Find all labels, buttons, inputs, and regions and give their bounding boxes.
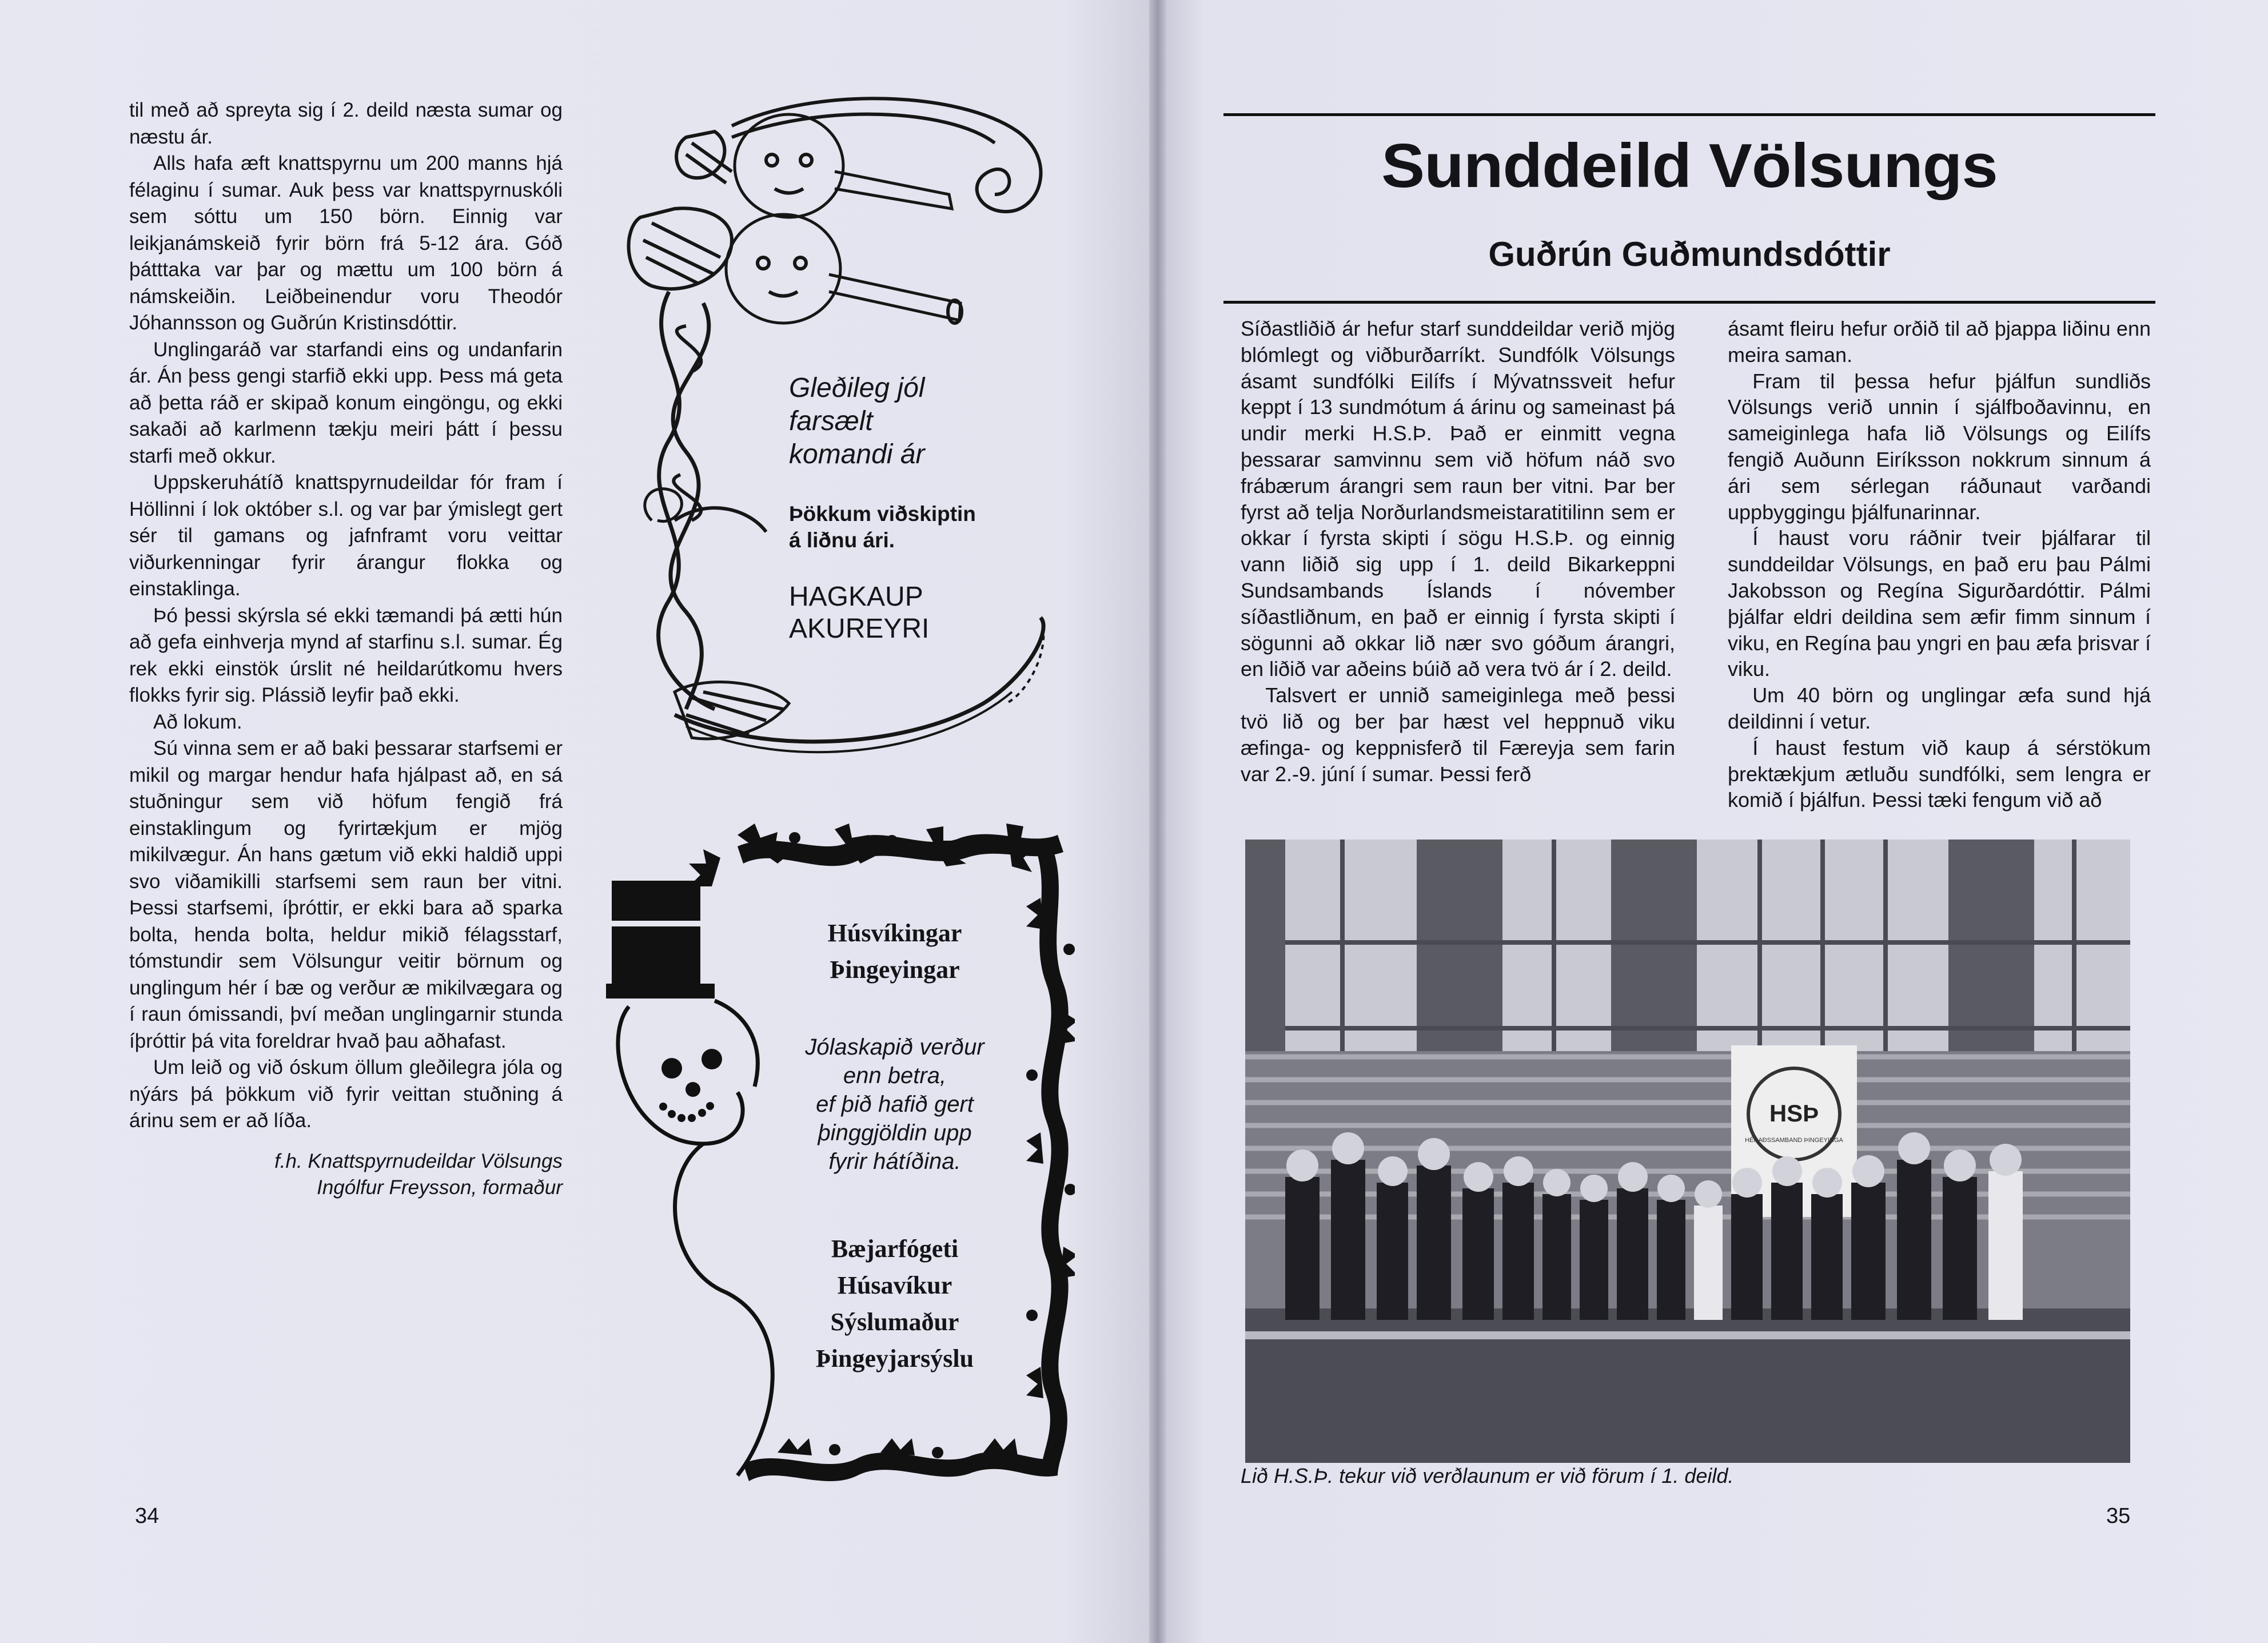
page-number: 34 — [135, 1504, 160, 1528]
signature-line: f.h. Knattspyrnudeildar Völsungs — [274, 1149, 563, 1172]
paragraph: ásamt fleiru hefur orðið til að þjappa liðinu enn meira saman. — [1728, 317, 2151, 367]
hagkaup-advertisement — [617, 86, 1081, 789]
paragraph: Þó þessi skýrsla sé ekki tæmandi þá ætti hún að gefa einhverja mynd af starfinu s.l. sumar. Ég rek ekki einstök úrslit né heildarútkomu hvers flokks fyrir sig. Plássið leyfir það ekki. — [129, 604, 563, 706]
ad-message-line: þinggjöldin upp — [818, 1120, 972, 1145]
ad-thanks — [789, 501, 1052, 554]
headline-rule-bottom — [1223, 301, 2155, 304]
ad-greeting — [789, 372, 1052, 471]
ad-thanks-line: á liðnu ári. — [789, 528, 895, 552]
paragraph: Uppskeruhátíð knattspyrnudeildar fór fram í Höllinni í lok október s.l. og var þar ýmislegt gert sér til gamans og jafnframt voru veittar viðurkenningar fyrir árangur flokka og einstaklinga. — [129, 471, 563, 600]
signature — [129, 1148, 563, 1202]
ad-authority-line: Húsavíkur — [837, 1271, 952, 1299]
right-article-column-2 — [1728, 316, 2151, 813]
left-article-column — [129, 97, 563, 1202]
photo-caption: Lið H.S.Þ. tekur við verðlaunum er við förum í 1. deild. — [1241, 1464, 1734, 1487]
top-hat-icon — [612, 881, 700, 989]
ad-message-line: fyrir hátíðina. — [828, 1149, 961, 1174]
paragraph: Talsvert er unnið sameiginlega með þessi tvö lið og ber þar hæst vel heppnuð viku æfinga- og keppnisferð til Færeyja sem farin var 2.-9. júní í sumar. Þessi ferð — [1241, 683, 1675, 786]
paragraph: Alls hafa æft knattspyrnu um 200 manns hjá félaginu í sumar. Auk þess var knattspyrnuskóli sem sóttu um 150 börn. Einnig var leikjanámskeið fyrir börn frá 5-12 ára. Góð þátttaka var þar og mættu um 100 börn á námskeiðin. Leiðbeinendur voru Theodór Jóhannsson og Guðrún Kristinsdóttir. — [129, 152, 563, 334]
ad-audience — [760, 915, 1029, 988]
page-number: 35 — [2106, 1504, 2131, 1528]
paragraph: Sú vinna sem er að baki þessarar starfsemi er mikil og margar hendur hafa hjálpast að, en sá stuðningur sem við höfum fengið frá einstaklingum og fyrirtækjum er mjög mikilvægur. Án hans gætum við ekki haldið uppi svo viðamikilli starfsemi sem raun ber vitni. Þessi starfsemi, íþróttir, er ekki bara að sparka bolta, henda bolta, heldur mikið félagsstarf, tómstundir sem Völsungur veitir börnum og unglingum hér í bæ og verður æ mikilvægara og í raun ómissandi, því meðan unglingarnir stunda íþróttir þá vita foreldrar hvað þau aðhafast. — [129, 737, 563, 1052]
ad-greeting-line: komandi ár — [789, 439, 925, 470]
ad-authority-line: Þingeyjarsýslu — [815, 1344, 974, 1373]
ad-audience-line: Húsvíkingar — [827, 919, 962, 947]
snowman-eye-icon — [701, 1049, 722, 1069]
ad-message-line: ef þið hafið gert — [816, 1092, 974, 1117]
banner-text: HSÞ — [1769, 1100, 1819, 1127]
team-photo — [1245, 840, 2130, 1463]
ad-message-line: enn betra, — [843, 1063, 947, 1088]
paragraph: til með að spreyta sig í 2. deild næsta sumar og næstu ár. — [129, 99, 563, 148]
snowman-eye-icon — [661, 1058, 682, 1079]
ad-audience-line: Þingeyingar — [830, 956, 960, 984]
article-headline: Sunddeild Völsungs — [1381, 132, 1998, 201]
paragraph: Um 40 börn og unglingar æfa sund hjá deildinni í vetur. — [1728, 683, 2151, 733]
right-article-column-1 — [1241, 316, 1675, 787]
ad-authority — [760, 1231, 1029, 1377]
ad-authority-line: Sýslumaður — [830, 1308, 959, 1336]
paragraph: Fram til þessa hefur þjálfun sundliðs Völsungs verið unnin í sjálfboðavinnu, en sameiginlega hafa lið Völsungs og Eilífs fengið Auðunn Eiríksson nokkrum sinnum á ári sem sérlegan ráðunaut varðandi uppbyggingu þjálfunarinnar. — [1728, 369, 2151, 524]
ad-company-line: HAGKAUP — [789, 582, 923, 612]
team-photo-scene — [1245, 840, 2130, 1463]
ad-company-line: AKUREYRI — [789, 614, 930, 644]
ad-greeting-line: farsælt — [789, 406, 873, 436]
paragraph: Í haust festum við kaup á sérstökum þrektækjum ætluðu sundfólki, sem lengra er komið í þjálfun. Þessi tæki fengum við að — [1728, 735, 2151, 812]
banner-subtext: HÉRAÐSSAMBAND ÞINGEYINGA — [1745, 1137, 1843, 1144]
baejarfogeti-advertisement — [606, 824, 1075, 1498]
ad-greeting-line: Gleðileg jól — [789, 373, 925, 403]
headline-rule-top — [1223, 113, 2155, 116]
paragraph: Síðastliðið ár hefur starf sunddeildar verið mjög blómlegt og viðburðarríkt. Sundfólk Völsungs ásamt sundfólki Eilífs í Mývatnssveit hefur keppt í 13 sundmótum á árinu og sameinast þá undir merki H.S.Þ. Það er einmitt vegna þessarar samvinnu sem við höfum náð svo frábærum árangri sem raun ber vitni. Þar ber fyrst að telja Norðurlandsmeistaratitilinn sem er okkar í fyrsta skipti í sögu H.S.Þ. og einnig vann liðið sig upp í 1. deild Bikarkeppni Sundsambands Íslands í nóvember síðastliðnum, en það er einnig í fyrsta skipti í sögunni að okkar lið nær svo góðum árangri, en liðið var aðeins búið að vera tvö ár í 2. deild. — [1241, 317, 1675, 681]
paragraph: Í haust voru ráðnir tveir þjálfarar til sunddeildar Völsungs, en það eru þau Pálmi Jakobsson og Regína Sigurðardóttir. Pálmi þjálfar eldri deildina sem æfir fimm sinnum í viku, en Regína þau yngri en þau æfa þrisvar í viku. — [1728, 526, 2151, 681]
ad-message-line: Jólaskapið verður — [805, 1035, 984, 1060]
signature-line: Ingólfur Freysson, formaður — [317, 1176, 563, 1199]
ad-thanks-line: Þökkum viðskiptin — [789, 502, 976, 526]
paragraph: Unglingaráð var starfandi eins og undanfarin ár. Án þess gengi starfið ekki upp. Þess má geta að þetta ráð er skipað konum eingöngu, og ekki sakaði að karlmenn tækju meiri þátt í þessu starfi með okkur. — [129, 338, 563, 467]
book-gutter — [1149, 0, 1166, 1643]
paragraph: Um leið og við óskum öllum gleðilegra jóla og nýárs þá þökkum við fyrir veittan stuðning á árinu sem er að líða. — [129, 1056, 563, 1132]
paragraph: Að lokum. — [153, 710, 242, 733]
ad-authority-line: Bæjarfógeti — [831, 1235, 959, 1263]
article-byline: Guðrún Guðmundsdóttir — [1488, 235, 1891, 273]
ad-company-name — [789, 581, 1052, 645]
ad-message — [760, 1033, 1029, 1176]
